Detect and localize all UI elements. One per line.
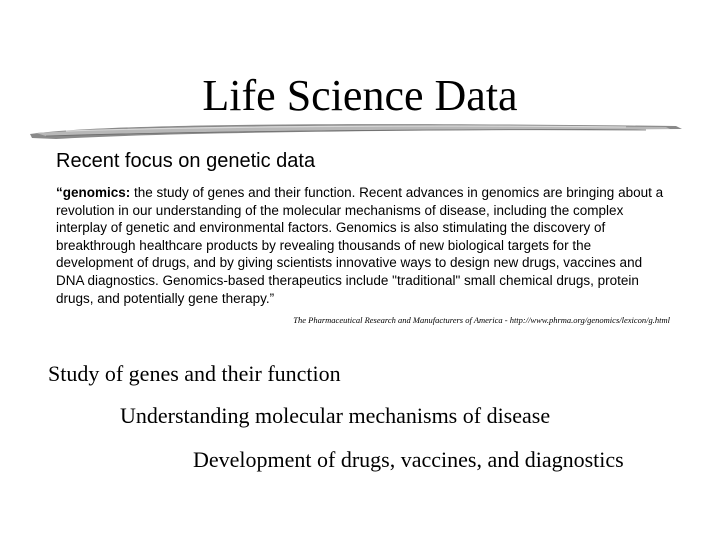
slide-title: Life Science Data [202,71,518,120]
quote-source: The Pharmaceutical Research and Manufacturers of America - http://www.phrma.org/genomics/lexicon/g.html [293,315,670,325]
subtitle: Recent focus on genetic data [56,150,316,172]
point-molecular-mechanisms: Understanding molecular mechanisms of disease [120,403,551,428]
quote-term: “genomics: [56,185,131,200]
point-drug-development: Development of drugs, vaccines, and diagnostics [193,447,624,472]
point-study-of-genes: Study of genes and their function [48,361,341,386]
genomics-quote [56,184,668,307]
brush-underline [26,120,686,142]
quote-body: the study of genes and their function. Recent advances in genomics are bringing about a revolution in our understanding of the molecular mechanisms of disease, including the complex interplay of genetic and environmental factors. Genomics is also stimulating the discovery of breakthrough healthcare products by revealing thousands of new biological targets for the development of drugs, and by giving scientists innovative ways to design new drugs, vaccines and DNA diagnostics. Genomics-based therapeutics include "traditional" small chemical drugs, protein drugs, and potentially gene therapy.” [56,185,664,306]
